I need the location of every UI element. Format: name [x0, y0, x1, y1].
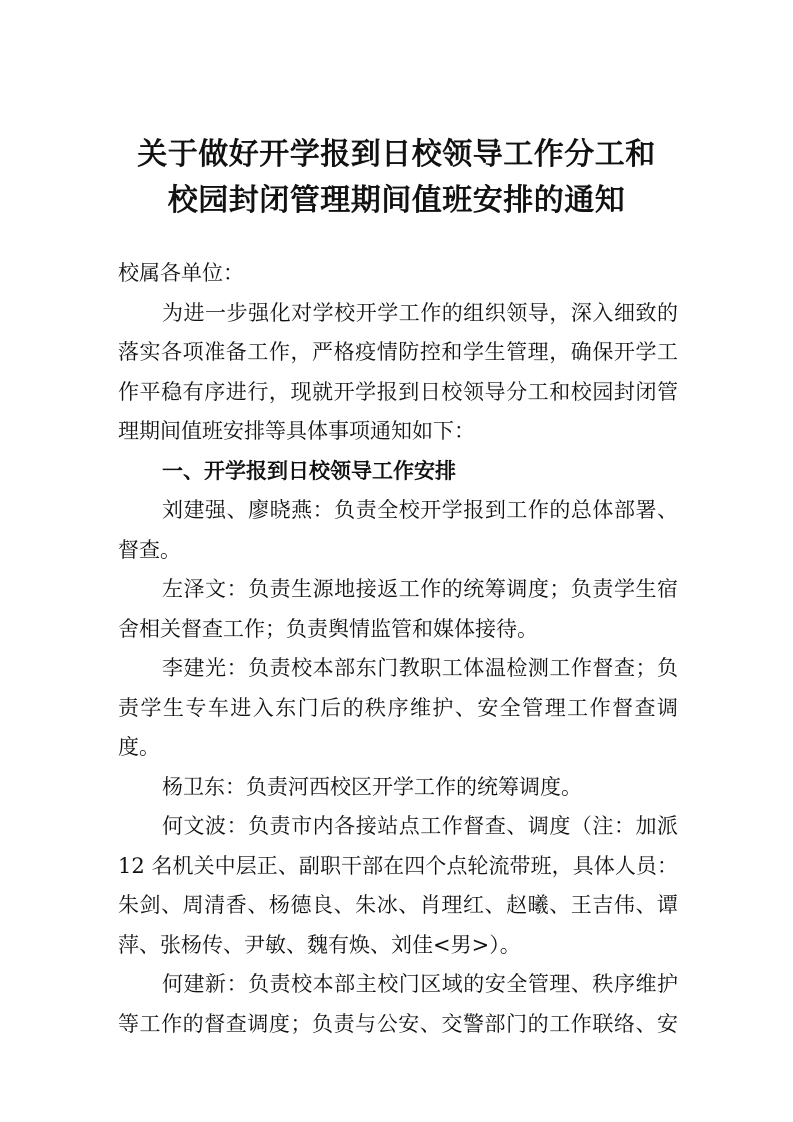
- assignment-line: 何文波：负责市内各接站点工作督查、调度（注：加派: [162, 814, 678, 838]
- intro-line: 理期间值班安排等具体事项通知如下：: [118, 419, 475, 443]
- assignment-line: 度。: [118, 735, 160, 759]
- assignment-line: 等工作的督查调度；负责与公安、交警部门的工作联络、安: [118, 1011, 678, 1036]
- assignment-line: 何建新：负责校本部主校门区域的安全管理、秩序维护: [162, 972, 678, 996]
- assignment-line: 李建光：负责校本部东门教职工体温检测工作督查；负: [162, 656, 678, 680]
- intro-line: 作平稳有序进行，现就开学报到日校领导分工和校园封闭管: [118, 379, 678, 404]
- intro-line: 落实各项准备工作，严格疫情防控和学生管理，确保开学工: [118, 340, 678, 364]
- assignment-line: 责学生专车进入东门后的秩序维护、安全管理工作督查调: [118, 695, 678, 720]
- document-title-line-2: 校园封闭管理期间值班安排的通知: [167, 183, 626, 218]
- assignment-line: 舍相关督查工作；负责舆情监管和媒体接待。: [118, 616, 538, 641]
- document-body: [118, 254, 678, 1044]
- assignment-line: 督查。: [118, 537, 181, 562]
- salutation: 校属各单位：: [118, 261, 244, 285]
- assignment-line: 刘建强、廖晓燕：负责全校开学报到工作的总体部署、: [162, 498, 678, 522]
- assignment-line: 萍、张杨传、尹敏、魏有焕、刘佳<男>）。: [118, 932, 521, 957]
- section-heading: 一、开学报到日校领导工作安排: [162, 458, 456, 483]
- assignment-line: 左泽文：负责生源地接返工作的统筹调度；负责学生宿: [162, 577, 678, 601]
- document-title-line-1: 关于做好开学报到日校领导工作分工和: [137, 137, 656, 172]
- assignment-line: 12 名机关中层正、副职干部在四个点轮流带班，具体人员：: [118, 853, 678, 878]
- intro-line: 为进一步强化对学校开学工作的组织领导，深入细致的: [162, 300, 678, 325]
- assignment-line: 杨卫东：负责河西校区开学工作的统筹调度。: [162, 774, 582, 799]
- assignment-line: 朱剑、周清香、杨德良、朱冰、肖理红、赵曦、王吉伟、谭: [118, 893, 678, 917]
